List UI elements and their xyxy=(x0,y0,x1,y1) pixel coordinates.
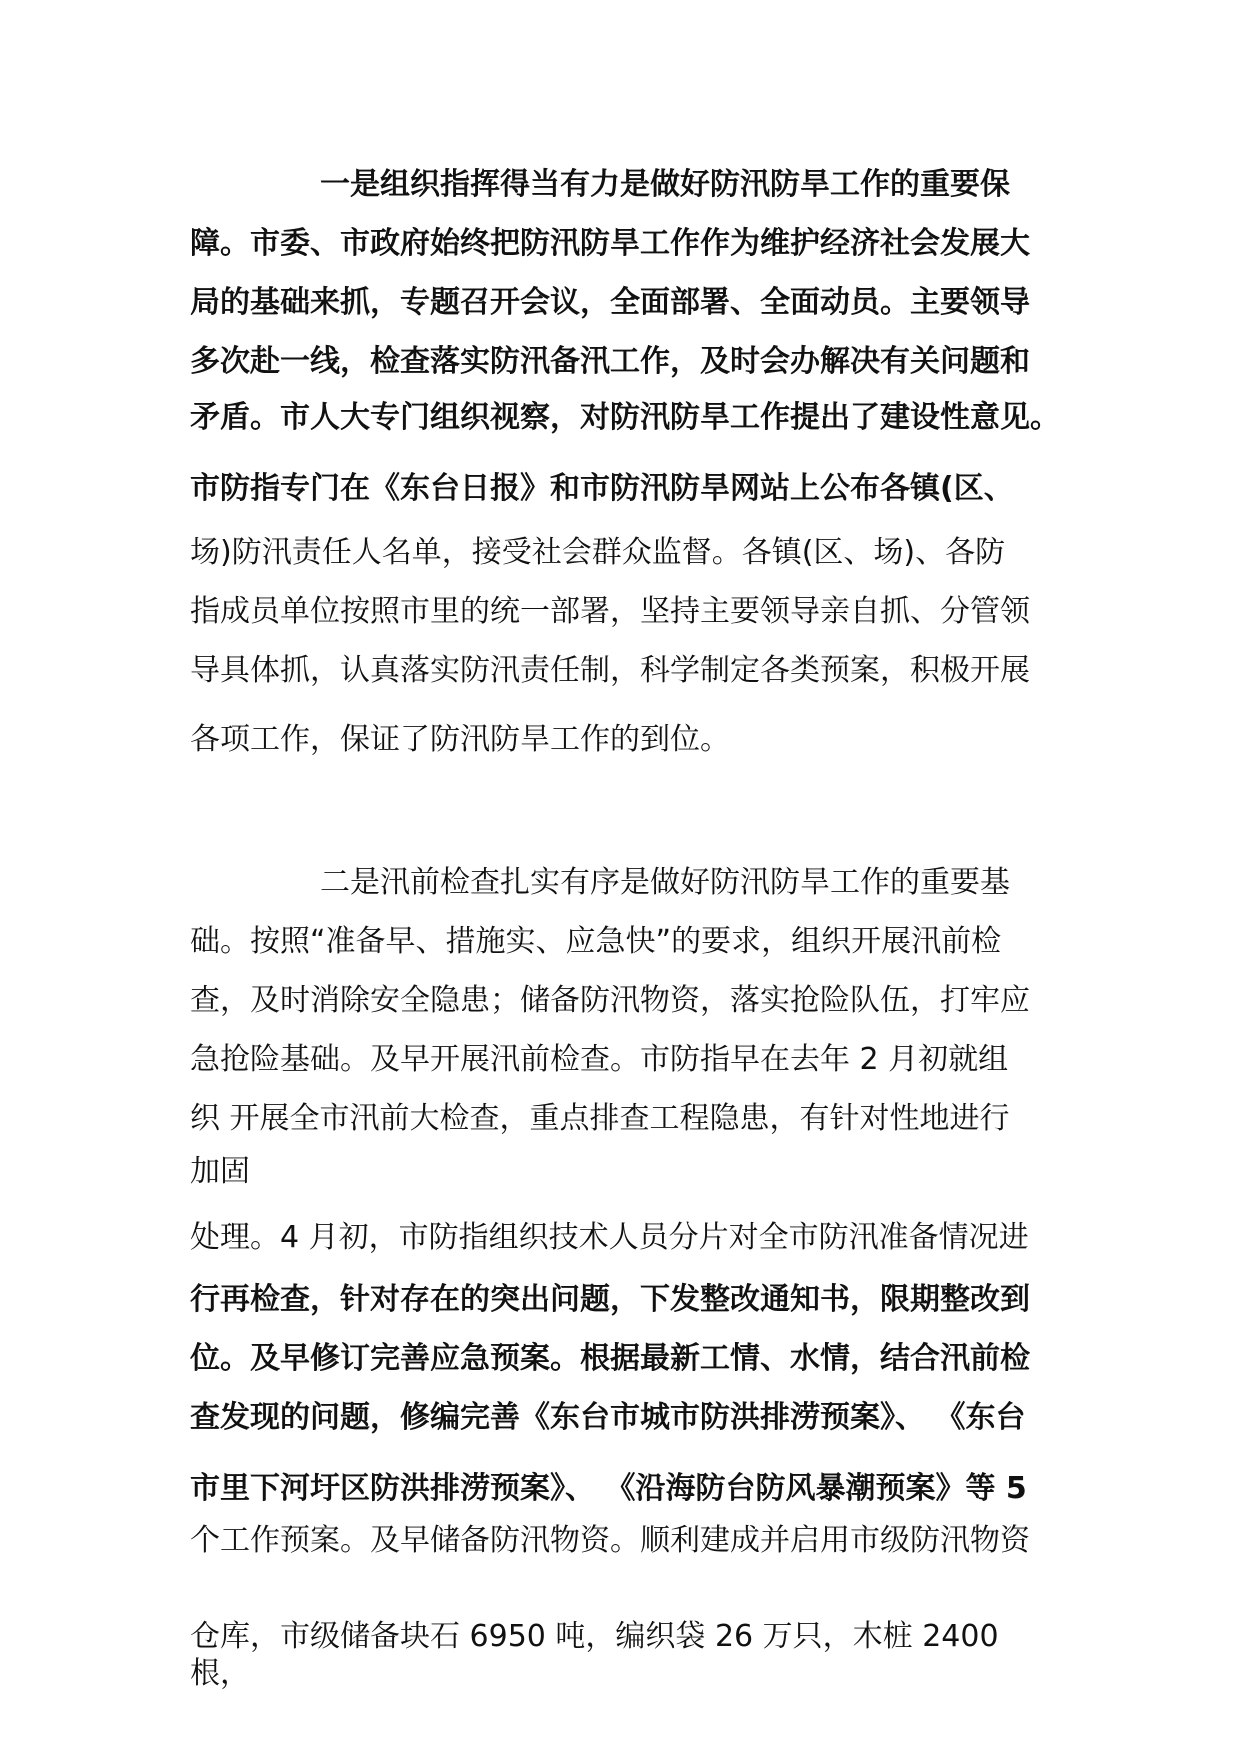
paragraph-2-line-13: 仓库，市级储备块石 6950 吨，编织袋 26 万只，木桩 2400 xyxy=(190,1619,999,1654)
paragraph-2-line-1: 二是汛前检查扎实有序是做好防汛防旱工作的重要基 xyxy=(320,865,1010,900)
paragraph-1-line-8: 指成员单位按照市里的统一部署，坚持主要领导亲自抓、分管领 xyxy=(190,594,1030,629)
paragraph-2-line-7: 处理。4 月初，市防指组织技术人员分片对全市防汛准备情况进 xyxy=(190,1220,1029,1255)
paragraph-1-line-6: 市防指专门在《东台日报》和市防汛防旱网站上公布各镇(区、 xyxy=(190,471,1014,506)
paragraph-1-line-10: 各项工作，保证了防汛防旱工作的到位。 xyxy=(190,722,730,757)
paragraph-1-line-5: 矛盾。市人大专门组织视察，对防汛防旱工作提出了建设性意见。 xyxy=(190,400,1060,435)
paragraph-2-line-8: 行再检查，针对存在的突出问题，下发整改通知书，限期整改到 xyxy=(190,1282,1030,1317)
paragraph-2-line-10: 查发现的问题，修编完善《东台市城市防洪排涝预案》、 《东台 xyxy=(190,1400,1026,1435)
paragraph-1-line-2: 障。市委、市政府始终把防汛防旱工作作为维护经济社会发展大 xyxy=(190,226,1030,261)
paragraph-1-line-7: 场)防汛责任人名单，接受社会群众监督。各镇(区、场)、各防 xyxy=(190,535,1006,570)
paragraph-2-line-9: 位。及早修订完善应急预案。根据最新工情、水情，结合汛前检 xyxy=(190,1341,1030,1376)
paragraph-2-line-3: 查，及时消除安全隐患；储备防汛物资，落实抢险队伍，打牢应 xyxy=(190,983,1030,1018)
paragraph-2-line-5: 织 开展全市汛前大检查，重点排查工程隐患，有针对性地进行 xyxy=(190,1101,1010,1136)
paragraph-2-line-4: 急抢险基础。及早开展汛前检查。市防指早在去年 2 月初就组 xyxy=(190,1042,1009,1077)
paragraph-1-line-3: 局的基础来抓，专题召开会议，全面部署、全面动员。主要领导 xyxy=(190,285,1030,320)
paragraph-1-line-1: 一是组织指挥得当有力是做好防汛防旱工作的重要保 xyxy=(320,167,1010,202)
paragraph-2-line-6: 加固 xyxy=(190,1154,250,1189)
paragraph-2-line-11: 市里下河圩区防洪排涝预案》、 《沿海防台防风暴潮预案》等 5 xyxy=(190,1471,1027,1506)
paragraph-1-line-9: 导具体抓，认真落实防汛责任制，科学制定各类预案，积极开展 xyxy=(190,653,1030,688)
paragraph-2-line-2: 础。按照“准备早、措施实、应急快”的要求，组织开展汛前检 xyxy=(190,924,1002,959)
paragraph-2-line-12: 个工作预案。及早储备防汛物资。顺利建成并启用市级防汛物资 xyxy=(190,1523,1030,1558)
paragraph-1-line-4: 多次赴一线，检查落实防汛备汛工作，及时会办解决有关问题和 xyxy=(190,344,1030,379)
paragraph-2-line-14: 根， xyxy=(190,1656,250,1691)
